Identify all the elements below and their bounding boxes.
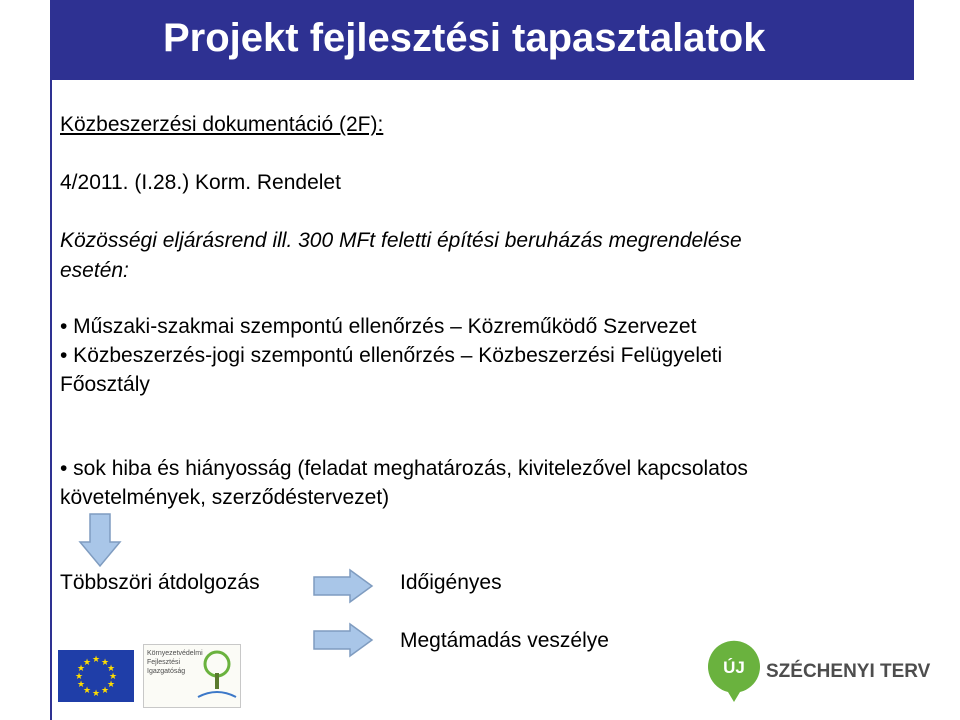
svg-text:★: ★ — [82, 658, 92, 668]
result-rework: Többszöri átdolgozás — [60, 571, 260, 594]
svg-text:★: ★ — [100, 686, 110, 696]
env-logo-line-3: Igazgatóság — [147, 668, 186, 675]
decree-reference: 4/2011. (I.28.) Korm. Rendelet — [60, 171, 341, 194]
env-directorate-logo — [143, 644, 241, 708]
result-time-consuming: Időigényes — [400, 571, 502, 594]
right-arrow-icon — [312, 622, 374, 658]
svg-text:★: ★ — [76, 680, 86, 690]
env-logo-line-1: Környezetvédelmi — [147, 650, 203, 657]
svg-text:★: ★ — [82, 686, 92, 696]
env-logo-line-2: Fejlesztési — [147, 659, 181, 666]
bullet-technical-check: • Műszaki-szakmai szempontú ellenőrzés – Közreműködő Szervezet — [60, 315, 697, 338]
left-rule — [50, 80, 52, 720]
svg-text:★: ★ — [74, 672, 84, 682]
down-arrow-icon — [78, 512, 122, 568]
bullet-legal-check: • Közbeszerzés-jogi szempontú ellenőrzés – Közbeszerzési Felügyeleti — [60, 344, 723, 367]
svg-text:★: ★ — [100, 658, 110, 668]
paragraph-line-2: esetén: — [60, 259, 129, 282]
svg-text:★: ★ — [91, 655, 101, 665]
paragraph-line-1: Közösségi eljárásrend ill. 300 MFt feletti építési beruházás megrendelése — [60, 229, 742, 252]
szechenyi-terv-text: SZÉCHENYI TERV — [766, 661, 931, 682]
svg-text:★: ★ — [76, 664, 86, 674]
uj-logo-text: ÚJ — [723, 658, 745, 677]
bullet-issues-continued: követelmények, szerződéstervezet) — [60, 486, 390, 509]
right-arrow-icon — [312, 568, 374, 604]
bullet-issues: • sok hiba és hiányosság (feladat meghatározás, kivitelezővel kapcsolatos — [60, 457, 748, 480]
svg-text:★: ★ — [91, 689, 101, 699]
bullet-legal-check-continued: Főosztály — [60, 373, 150, 396]
eu-flag-logo — [58, 650, 134, 702]
tree-icon — [196, 649, 238, 703]
svg-text:★: ★ — [108, 672, 118, 682]
section-heading: Közbeszerzési dokumentáció (2F): — [60, 113, 384, 136]
svg-text:★: ★ — [106, 664, 116, 674]
svg-text:★: ★ — [106, 680, 116, 690]
result-appeal-risk: Megtámadás veszélye — [400, 629, 609, 652]
slide-title: Projekt fejlesztési tapasztalatok — [163, 16, 766, 60]
